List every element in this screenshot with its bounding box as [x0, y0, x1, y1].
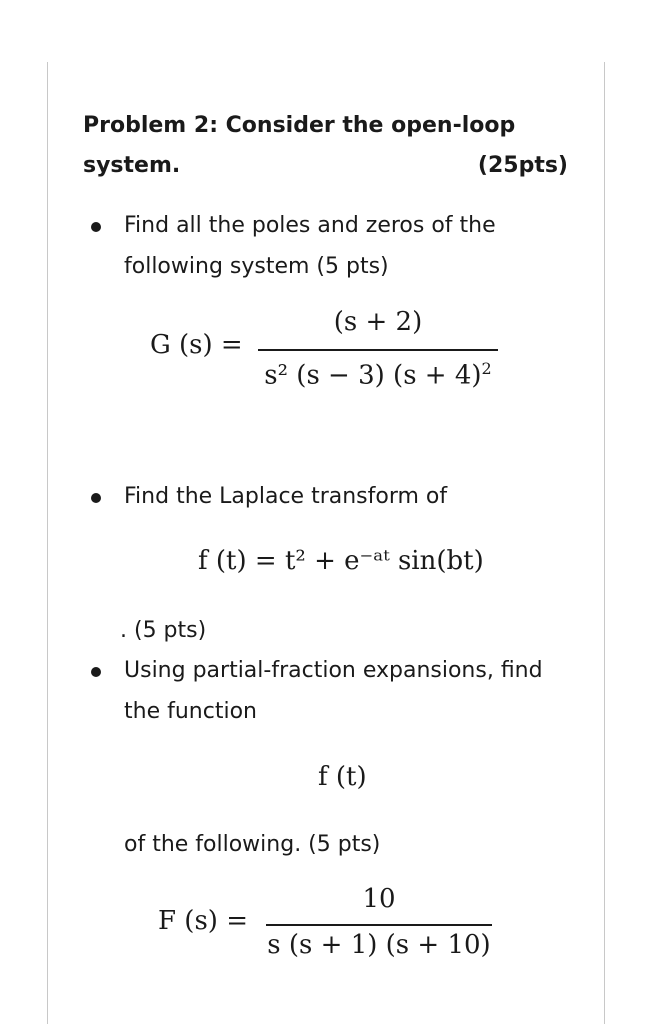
- item3-text-line1: Using partial-fraction expansions, find: [124, 658, 543, 683]
- equation-3-denominator: s (s + 1) (s + 10): [267, 930, 491, 960]
- bullet-2: [91, 493, 101, 503]
- bullet-1: [91, 222, 101, 232]
- equation-3-fraction-bar: [266, 924, 492, 926]
- right-border-line: [604, 62, 605, 1024]
- item1-text-line2: following system (5 pts): [124, 254, 389, 279]
- item3-text-line2: the function: [124, 699, 257, 724]
- item1-text-line1: Find all the poles and zeros of the: [124, 213, 496, 238]
- item3-text: [124, 650, 584, 732]
- problem-points: (25pts): [477, 153, 568, 178]
- item2-text: Find the Laplace transform of: [124, 484, 448, 509]
- equation-1-fraction-bar: [258, 349, 498, 351]
- equation-2: f (t) = t² + e⁻ᵃᵗ sin(bt): [198, 546, 484, 576]
- bullet-3: [91, 667, 101, 677]
- equation-1-denominator-exponent: 2: [481, 359, 492, 378]
- problem-header: [83, 106, 568, 186]
- equation-1-lhs: G (s) =: [150, 330, 243, 360]
- item2-suffix: . (5 pts): [120, 618, 207, 643]
- problem-title: Problem 2: Consider the open-loop: [83, 113, 516, 138]
- function-f-of-t: f (t): [318, 762, 367, 792]
- equation-1-fraction: [258, 305, 498, 395]
- equation-3-numerator: 10: [362, 884, 396, 914]
- item3-text-line3: of the following. (5 pts): [124, 832, 381, 857]
- equation-1-denominator-main: s² (s − 3) (s + 4): [264, 360, 482, 391]
- equation-3-lhs: F (s) =: [158, 906, 248, 936]
- item1-text: [124, 205, 584, 287]
- left-border-line: [47, 62, 48, 1024]
- equation-3-fraction: [266, 882, 492, 972]
- problem-title-line2: system.: [83, 153, 181, 178]
- equation-1-numerator: (s + 2): [333, 307, 423, 337]
- equation-1-denominator: [258, 359, 498, 391]
